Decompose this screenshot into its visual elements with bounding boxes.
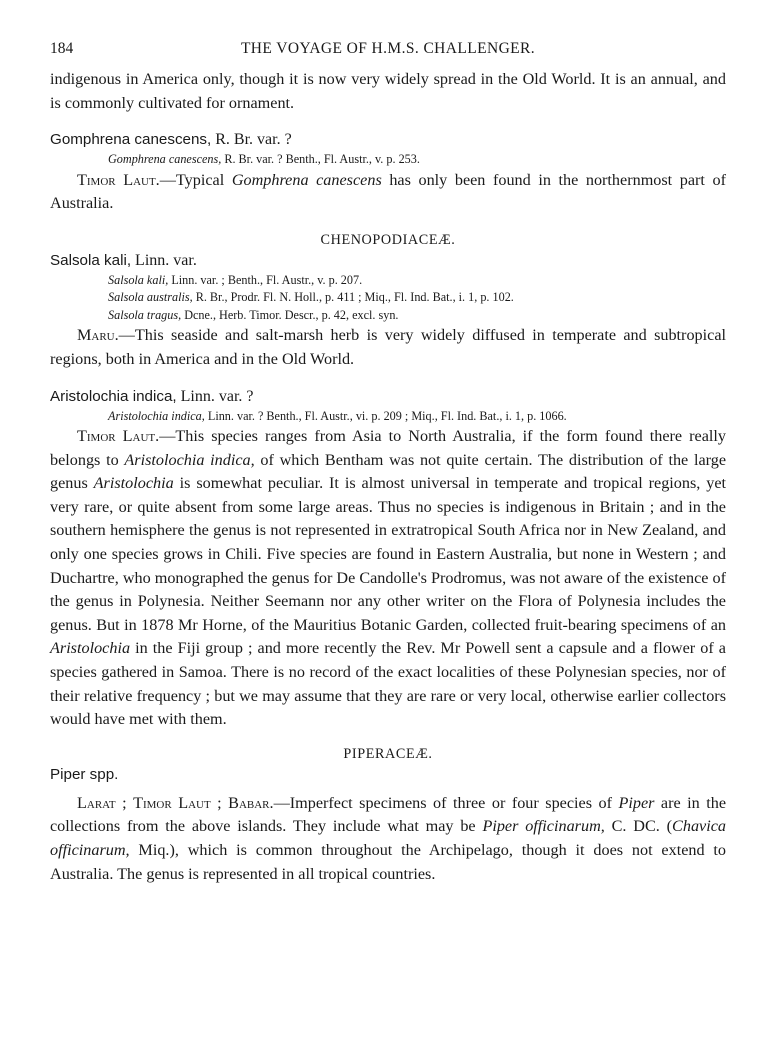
locality: Timor Laut. bbox=[77, 170, 160, 189]
paragraph-text: —Typical bbox=[159, 170, 232, 189]
paragraph-text: C. DC. ( bbox=[604, 817, 673, 836]
species-name: Aristolochia indica, bbox=[50, 387, 177, 405]
paragraph-text: —Imperfect specimens of three or four species of bbox=[273, 793, 619, 812]
species-heading-aristolochia bbox=[50, 386, 726, 408]
paragraph-text: —This species ranges from Asia to North Australia, if the form found there really belongs to bbox=[50, 427, 726, 469]
taxon-name: Aristolochia indica, bbox=[124, 450, 255, 469]
taxon-name: Aristolochia bbox=[93, 474, 174, 493]
locality: Larat bbox=[77, 793, 116, 812]
species-authority: Linn. var. bbox=[131, 251, 197, 269]
species-heading-gomphrena bbox=[50, 129, 726, 151]
family-heading-chenopodiaceae: CHENOPODIACEÆ. bbox=[320, 231, 456, 248]
page-number: 184 bbox=[50, 40, 74, 57]
species-heading-piper bbox=[50, 764, 726, 786]
synonym-taxon: Aristolochia indica, bbox=[108, 408, 205, 423]
locality: Babar. bbox=[228, 793, 274, 812]
taxon-name: Chavica officinarum, bbox=[50, 817, 726, 859]
taxon-name: Gomphrena canescens bbox=[231, 170, 382, 189]
taxon-name: Piper officinarum, bbox=[482, 817, 605, 836]
gomphrena-paragraph bbox=[50, 169, 726, 216]
synonym-taxon: Gomphrena canescens, bbox=[108, 152, 222, 167]
taxon-name: Aristolochia bbox=[50, 639, 131, 658]
synonym-reference: R. Br. var. ? Benth., Fl. Austr., v. p. 253. bbox=[221, 152, 420, 167]
paragraph-text: Miq.), which is common throughout the Archipelago, though it does not extend to Australia. The genus is represented in all tropical countries. bbox=[50, 840, 726, 883]
synonym-line bbox=[50, 289, 726, 307]
paragraph-text: of which Bentham was not quite certain. The distribution of the large genus bbox=[50, 450, 727, 493]
intro-paragraph: indigenous in America only, though it is now very widely spread in the Old World. It is an annual, and is commonly cultivated for ornament. bbox=[50, 70, 726, 112]
species-authority: Linn. var. ? bbox=[176, 387, 254, 405]
species-name: Piper spp. bbox=[50, 765, 119, 783]
running-title: THE VOYAGE OF H.M.S. CHALLENGER. bbox=[240, 40, 536, 57]
species-authority: R. Br. var. ? bbox=[211, 131, 292, 149]
separator: ; bbox=[210, 793, 229, 812]
synonym-line bbox=[50, 408, 726, 426]
species-heading-salsola bbox=[50, 250, 726, 272]
species-name: Gomphrena canescens, bbox=[50, 131, 212, 149]
paragraph-text: in the Fiji group ; and more recently the Rev. Mr Powell sent a capsule and a flower of a species gathered in Samoa. There is no record of the exact localities of these Polynesian species, nor of their relative frequency ; but we may assume that they are rare or very local, otherwise earlier collectors would have met with them. bbox=[50, 639, 726, 729]
family-heading-piperaceae: PIPERACEÆ. bbox=[343, 745, 433, 762]
locality: Timor Laut bbox=[133, 793, 211, 812]
species-name: Salsola kali, bbox=[50, 251, 132, 269]
synonym-taxon: Salsola tragus, bbox=[108, 307, 182, 322]
salsola-paragraph bbox=[50, 324, 726, 371]
synonym-line bbox=[50, 307, 726, 325]
synonym-reference: Dcne., Herb. Timor. Descr., p. 42, excl. syn. bbox=[181, 307, 399, 322]
taxon-name: Piper bbox=[618, 793, 655, 812]
synonym-line bbox=[50, 272, 726, 290]
paragraph-text: is somewhat peculiar. It is almost universal in temperate and tropical regions, yet very rare, or quite absent from some large areas. Thus no species is indigenous in Britain ; and in the southern hemisphere the genus is not represented in extratropical South Africa nor in New Zealand, and only one species grows in Chili. Five species are found in Eastern Australia, but none in Western ; and Duchartre, who monographed the genus for De Candolle's Prodromus, was not aware of the existence of the genus in Polynesia. Neither Seemann nor any other writer on the Flora of Polynesia includes the genus. But in 1878 Mr Horne, of the Mauritius Botanic Garden, collected fruit-bearing specimens of an bbox=[50, 474, 726, 634]
synonym-reference: Linn. var. ? Benth., Fl. Austr., vi. p. 209 ; Miq., Fl. Ind. Bat., i. 1, p. 1066. bbox=[204, 408, 567, 423]
paragraph-text: —This seaside and salt-marsh herb is very widely diffused in temperate and subtropical regions, both in America and in the Old World. bbox=[50, 326, 726, 368]
synonym-taxon: Salsola kali, bbox=[108, 272, 169, 287]
synonym-reference: Linn. var. ; Benth., Fl. Austr., v. p. 207. bbox=[168, 272, 363, 287]
synonym-line bbox=[50, 151, 726, 169]
synonym-taxon: Salsola australis, bbox=[108, 290, 193, 305]
separator: ; bbox=[115, 793, 134, 812]
aristolochia-paragraph bbox=[50, 425, 726, 732]
page-header bbox=[50, 40, 726, 68]
synonym-reference: R. Br., Prodr. Fl. N. Holl., p. 411 ; Miq., Fl. Ind. Bat., i. 1, p. 102. bbox=[192, 290, 514, 305]
paragraph-text: has only been found in the northernmost part of Australia. bbox=[50, 170, 726, 213]
page bbox=[50, 40, 726, 886]
locality: Timor Laut. bbox=[77, 427, 160, 446]
paragraph-text: are in the collections from the above islands. They include what may be bbox=[50, 793, 727, 836]
locality: Maru. bbox=[77, 326, 119, 345]
piper-paragraph bbox=[50, 792, 726, 886]
